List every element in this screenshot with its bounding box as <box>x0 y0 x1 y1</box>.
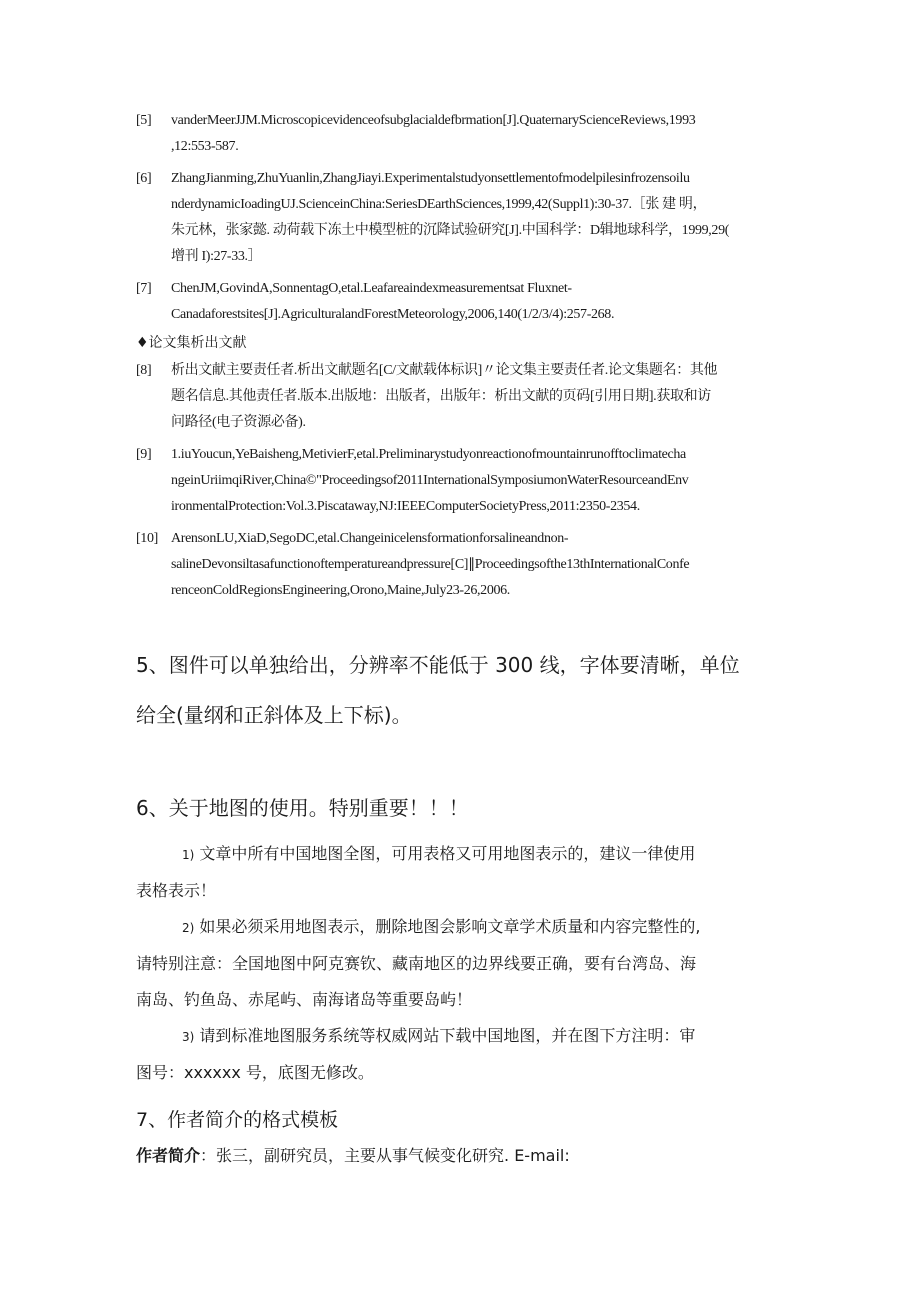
reference-line: ArensonLU,XiaD,SegoDC,etal.Changeinicelensformationforsalineandnon- <box>171 531 569 546</box>
section-figures-line: 5、图件可以单独给出，分辨率不能低于 300 线，字体要清晰，单位 <box>136 653 740 677</box>
map-rule-line: 表格表示！ <box>136 881 217 900</box>
reference-line: ,12:553-587. <box>171 139 239 154</box>
reference-line: salineDevonsiltasafunctionoftemperatureandpressure[C]∥Proceedingsofthe13thInternationalConfe <box>171 557 690 572</box>
map-rule-line <box>136 1018 796 1055</box>
map-rule-item <box>136 1018 796 1091</box>
reference-number: [5] <box>136 113 152 128</box>
reference-line: nderdynamicIoadingUJ.ScienceinChina:SeriesDEarthSciences,1999,42(Suppl1):30-37.［张 建 明， <box>171 197 707 212</box>
map-rule-item <box>136 836 796 909</box>
map-rule-line: 请特别注意：全国地图中阿克赛钦、藏南地区的边界线要正确，要有台湾岛、海 <box>136 954 697 973</box>
reference-item <box>136 276 796 328</box>
reference-line: 朱元林，张家懿. 动荷载下冻土中模型桩的沉降试验研究[J].中国科学：D辑地球科学，1999,29( <box>171 223 730 238</box>
section-maps-title: 6、关于地图的使用。特别重要！！！ <box>136 796 469 820</box>
reference-item <box>136 108 796 160</box>
reference-number: [8] <box>136 363 152 378</box>
section-figures <box>136 640 796 740</box>
map-rule-line: 南岛、钓鱼岛、赤尾屿、南海诸岛等重要岛屿！ <box>136 990 473 1009</box>
map-rule-line <box>136 836 796 873</box>
reference-line: vanderMeerJJM.Microscopicevidenceofsubglacialdefbrmation[J].QuaternaryScienceReviews,1993 <box>171 113 696 128</box>
section-author-bio <box>136 1102 796 1174</box>
proceedings-subheading: ♦论文集析出文献 <box>136 335 247 351</box>
reference-number: [9] <box>136 447 152 462</box>
map-rule-text: 文章中所有中国地图全图，可用表格又可用地图表示的，建议一律使用 <box>194 844 696 863</box>
section-author-bio-title: 7、作者简介的格式模板 <box>136 1109 339 1131</box>
reference-number: [10] <box>136 531 158 546</box>
reference-item <box>136 526 796 604</box>
reference-item <box>136 358 796 436</box>
reference-line: ngeinUriimqiRiver,China©"Proceedingsof2011InternationalSymposiumonWaterResourceandEnv <box>171 473 689 488</box>
item-marker: 1) <box>182 848 195 862</box>
reference-number: [6] <box>136 171 152 186</box>
map-rule-line <box>136 909 796 946</box>
map-rule-line: 图号：xxxxxx 号，底图无修改。 <box>136 1063 374 1082</box>
item-marker: 2) <box>182 921 195 935</box>
reference-line: 1.iuYoucun,YeBaisheng,MetivierF,etal.Preliminarystudyonreactionofmountainrunofftoclimatecha <box>171 447 686 462</box>
reference-line: ironmentalProtection:Vol.3.Piscataway,NJ:IEEEComputerSocietyPress,2011:2350-2354. <box>171 499 640 514</box>
reference-line: 问路径(电子资源必备). <box>171 415 306 430</box>
map-rule-item <box>136 909 796 1018</box>
reference-line: Canadaforestsites[J].AgriculturalandForestMeteorology,2006,140(1/2/3/4):257-268. <box>171 307 615 322</box>
section-maps <box>136 790 796 1091</box>
reference-list-journals <box>136 108 796 334</box>
reference-line: ZhangJianming,ZhuYuanlin,ZhangJiayi.Experimentalstudyonsettlementofmodelpilesinfrozensoilu <box>171 171 690 186</box>
reference-line: 析出文献主要责任者.析出文献题名[C/文献载体标识]〃论文集主要责任者.论文集题名：其他 <box>171 363 718 378</box>
reference-line: ChenJM,GovindA,SonnentagO,etal.Leafareaindexmeasurementsat Fluxnet- <box>171 281 572 296</box>
reference-line: 题名信息.其他责任者.版本.出版地：出版者，出版年：析出文献的页码[引用日期].获取和访 <box>171 389 711 404</box>
section-figures-line: 给全(量纲和正斜体及上下标)。 <box>136 703 412 727</box>
author-bio-line <box>136 1138 796 1174</box>
reference-item <box>136 442 796 520</box>
reference-item <box>136 166 796 270</box>
reference-line: renceonColdRegionsEngineering,Orono,Maine,July23-26,2006. <box>171 583 510 598</box>
author-bio-text: ：张三，副研究员，主要从事气候变化研究. E-mail: <box>200 1146 570 1165</box>
author-bio-label: 作者简介 <box>136 1146 201 1165</box>
item-marker: 3) <box>182 1030 195 1044</box>
map-rule-text: 如果必须采用地图表示，删除地图会影响文章学术质量和内容完整性的, <box>194 917 701 936</box>
reference-line: 增刊 I):27-33.］ <box>171 249 262 264</box>
reference-list-proceedings <box>136 358 796 610</box>
map-rule-text: 请到标准地图服务系统等权威网站下载中国地图，并在图下方注明：审 <box>194 1026 696 1045</box>
reference-number: [7] <box>136 281 152 296</box>
